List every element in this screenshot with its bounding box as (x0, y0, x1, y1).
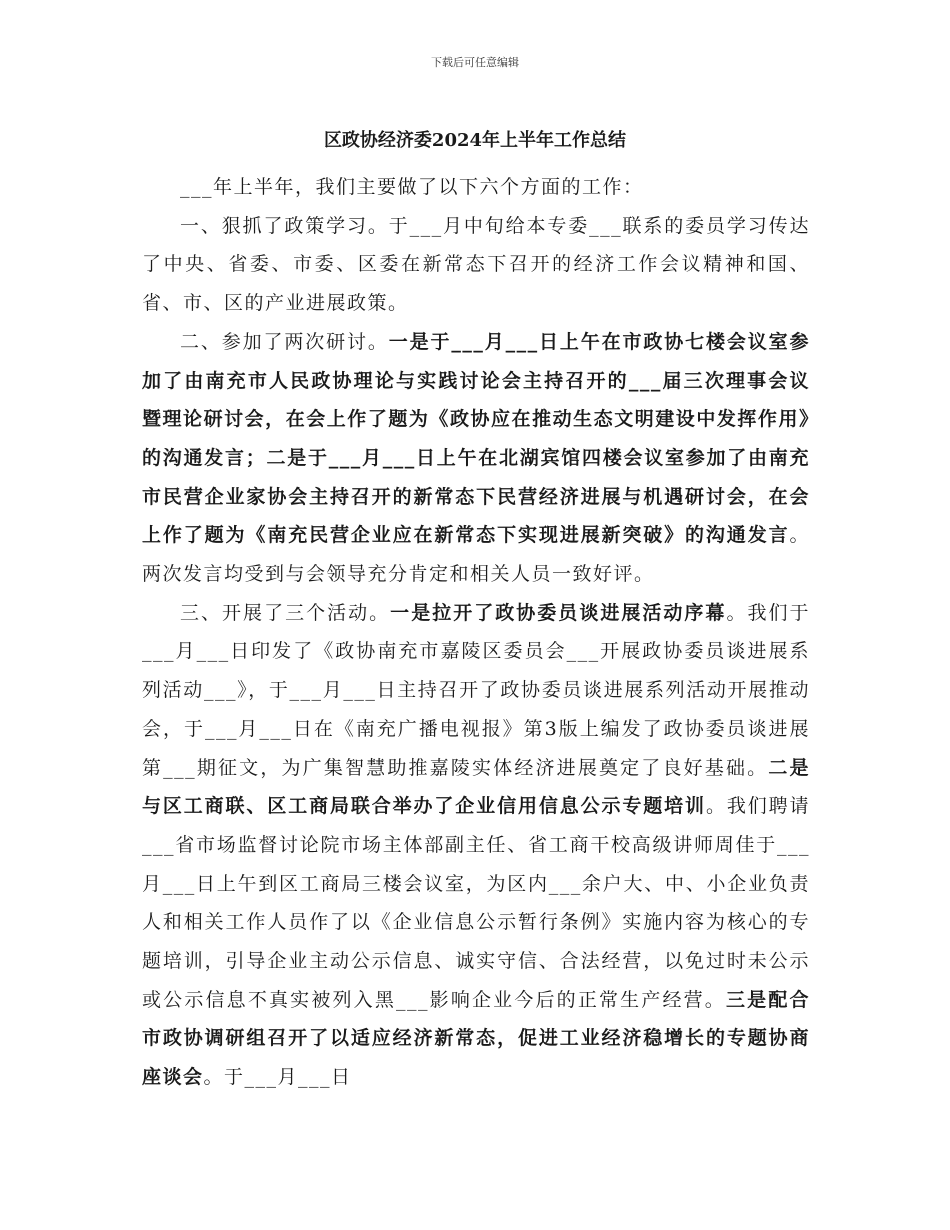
paragraph (142, 207, 810, 323)
paragraph (142, 168, 810, 207)
bold-text-run: 一是拉开了政协委员谈进展活动序幕 (390, 601, 727, 624)
text-run: 。我们于___月___日印发了《政协南充市嘉陵区委员会___开展政协委员谈进展系列活动___》，于___月___日主持召开了政协委员谈进展系列活动开展推动会，于___月___日在《南充广播电视报》第3版上编发了政协委员谈进展第___期征文，为广集智慧助推嘉陵实体经济进展奠定了良好基础。 (142, 601, 810, 779)
bold-text-run: 三是配合市政协调研组召开了以适应经济新常态，促进工业经济稳增长的专题协商座谈会 (142, 988, 810, 1089)
bold-text-run: 一是于___月___日上午在市政协七楼会议室参加了由南充市人民政协理论与实践讨论会主持召开的___届三次理事会议暨理论研讨会，在会上作了题为《政协应在推动生态文明建设中发挥作用》的沟通发言；二是于___月___日上午在北湖宾馆四楼会议室参加了由南充市民营企业家协会主持召开的新常态下民营经济进展与机遇研讨会，在会上作了题为《南充民营企业应在新常态下实现进展新突破》的沟通发言 (142, 330, 810, 547)
text-run: 。我们聘请___省市场监督讨论院市场主体部副主任、省工商干校高级讲师周佳于___月___日上午到区工商局三楼会议室，为区内___余户大、中、小企业负责人和相关工作人员作了以《企业信息公示暂行条例》实施内容为核心的专题培训，引导企业主动公示信息、诚实守信、合法经营，以免过时未公示或公示信息不真实被列入黑___影响企业今后的正常生产经营。 (142, 795, 810, 1011)
text-run: 三、开展了三个活动。 (180, 601, 391, 624)
document-body (142, 168, 810, 1097)
text-run: 。两次发言均受到与会领导充分肯定和相关人员一致好评。 (142, 524, 810, 586)
paragraph (142, 594, 810, 1097)
text-run: 二、参加了两次研讨。 (180, 330, 389, 353)
text-run: 一、狠抓了政策学习。于___月中旬给本专委___联系的委员学习传达了中央、省委、市委、区委在新常态下召开的经济工作会议精神和国、省、市、区的产业进展政策。 (142, 214, 810, 315)
paragraph (142, 323, 810, 594)
header-note: 下载后可任意编辑 (431, 56, 519, 69)
text-run: 。于___月___日 (203, 1066, 352, 1089)
document-title: 区政协经济委2024年上半年工作总结 (323, 130, 627, 151)
bold-text-run: 二是与区工商联、区工商局联合举办了企业信用信息公示专题培训 (142, 756, 810, 818)
text-run: ___年上半年，我们主要做了以下六个方面的工作： (180, 176, 644, 198)
